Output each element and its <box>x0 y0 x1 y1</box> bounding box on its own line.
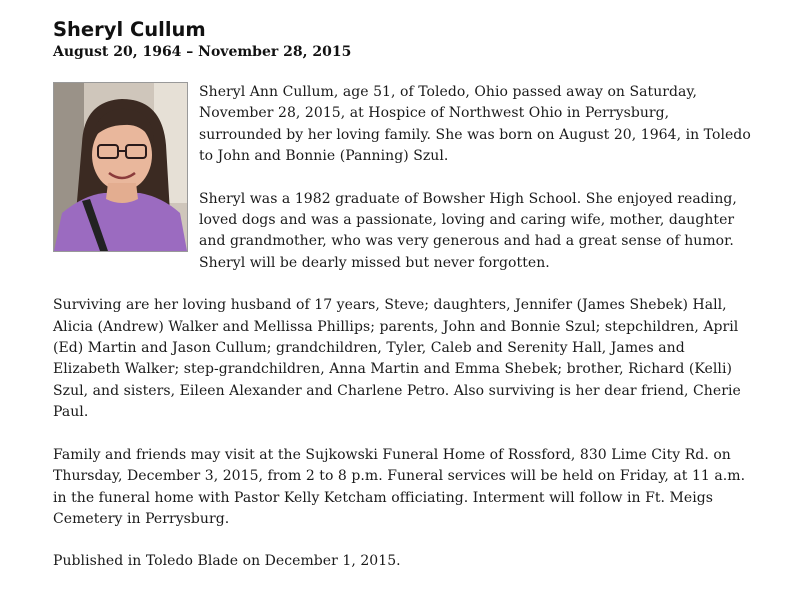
paragraph-survivors: Surviving are her loving husband of 17 years, Steve; daughters, Jennifer (James Shebek) Hall, Alicia (Andrew) Walker and Mellissa Phillips; parents, John and Bonnie Szul; stepchildren, April (Ed) Martin and Jason Cullum; grandchildren, Tyler, Caleb and Serenity Hall, James and Elizabeth Walker; step-grandchildren, Anna Martin and Emma Shebek; brother, Richard (Kelli) Szul, and sisters, Eileen Alexander and Charlene Petro. Also surviving is her dear friend, Cherie Paul. <box>53 297 741 421</box>
obituary-name: Sheryl Cullum <box>53 18 206 41</box>
obituary <box>53 18 753 594</box>
obituary-dates: August 20, 1964 – November 28, 2015 <box>53 44 352 60</box>
paragraph-published: Published in Toledo Blade on December 1, 2015. <box>53 553 401 570</box>
paragraph-intro: Sheryl Ann Cullum, age 51, of Toledo, Ohio passed away on Saturday, November 28, 2015, at Hospice of Northwest Ohio in Perrysburg, surrounded by her loving family. She was born on August 20, 1964, in Toledo to John and Bonnie (Panning) Szul. <box>199 84 751 165</box>
paragraph-life: Sheryl was a 1982 graduate of Bowsher High School. She enjoyed reading, loved dogs and was a passionate, loving and caring wife, mother, daughter and grandmother, who was very generous and had a great sense of humor. Sheryl will be dearly missed but never forgotten. <box>199 190 737 271</box>
portrait-photo <box>53 82 188 252</box>
paragraph-services: Family and friends may visit at the Sujkowski Funeral Home of Rossford, 830 Lime City Rd. on Thursday, December 3, 2015, from 2 to 8 p.m. Funeral services will be held on Friday, at 11 a.m. in the funeral home with Pastor Kelly Ketcham officiating. Interment will follow in Ft. Meigs Cemetery in Perrysburg. <box>53 446 746 527</box>
